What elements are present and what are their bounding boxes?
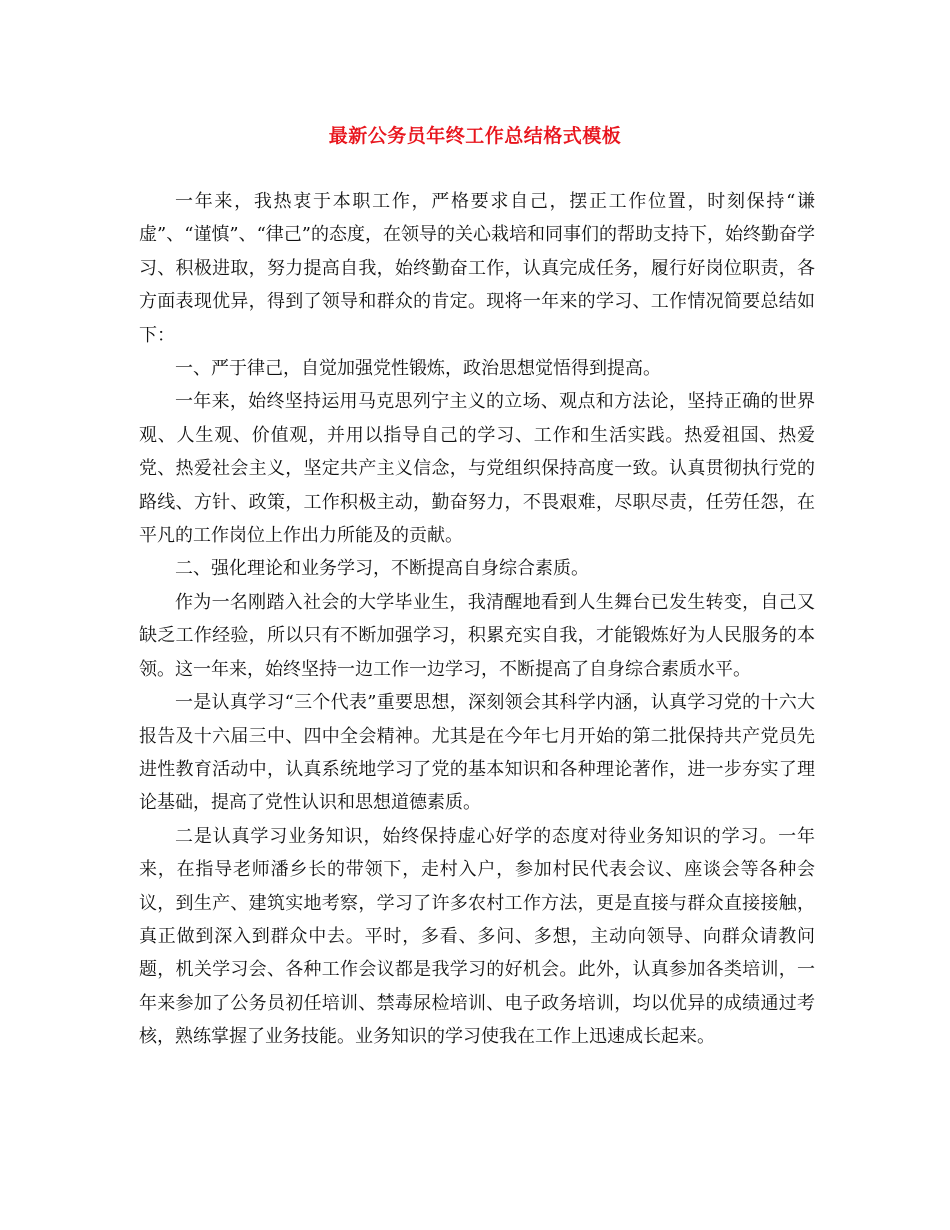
document-title: 最新公务员年终工作总结格式模板 <box>328 125 622 147</box>
paragraph-section-1: 一年来，始终坚持运用马克思列宁主义的立场、观点和方法论，坚持正确的世界观、人生观、价值观，并用以指导自己的学习、工作和生活实践。热爱祖国、热爱党、热爱社会主义，坚定共产主义信念，与党组织保持高度一致。认真贯彻执行党的路线、方针、政策，工作积极主动，勤奋努力，不畏艰难，尽职尽责，任劳任怨，在平凡的工作岗位上作出力所能及的贡献。 <box>139 391 815 547</box>
paragraph-intro: 一年来，我热衷于本职工作，严格要求自己，摆正工作位置，时刻保持“谦虚”、“谨慎”、“律己”的态度，在领导的关心栽培和同事们的帮助支持下，始终勤奋学习、积极进取，努力提高自我，始终勤奋工作，认真完成任务，履行好岗位职责，各方面表现优异，得到了领导和群众的肯定。现将一年来的学习、工作情况简要总结如下： <box>139 191 816 346</box>
section-heading-1: 一、严于律己，自觉加强党性锻炼，政治思想觉悟得到提高。 <box>175 358 661 380</box>
document-body <box>139 185 815 1054</box>
section-heading-2: 二、强化理论和业务学习，不断提高自身综合素质。 <box>175 558 589 580</box>
paragraph-section-2-intro: 作为一名刚踏入社会的大学毕业生，我清醒地看到人生舞台已发生转变，自己又缺乏工作经验，所以只有不断加强学习，积累充实自我，才能锻炼好为人民服务的本领。这一年来，始终坚持一边工作一边学习，不断提高了自身综合素质水平。 <box>139 591 815 680</box>
paragraph-theory-study: 一是认真学习“三个代表”重要思想，深刻领会其科学内涵，认真学习党的十六大报告及十六届三中、四中全会精神。尤其是在今年七月开始的第二批保持共产党员先进性教育活动中，认真系统地学习了党的基本知识和各种理论著作，进一步夯实了理论基础，提高了党性认识和思想道德素质。 <box>139 692 815 814</box>
paragraph-business-study: 二是认真学习业务知识，始终保持虚心好学的态度对待业务知识的学习。一年来，在指导老师潘乡长的带领下，走村入户，参加村民代表会议、座谈会等各种会议，到生产、建筑实地考察，学习了许多农村工作方法，更是直接与群众直接接触，真正做到深入到群众中去。平时，多看、多问、多想，主动向领导、向群众请教问题，机关学习会、各种工作会议都是我学习的好机会。此外，认真参加各类培训，一年来参加了公务员初任培训、禁毒尿检培训、电子政务培训，均以优异的成绩通过考核，熟练掌握了业务技能。业务知识的学习使我在工作上迅速成长起来。 <box>139 825 815 1048</box>
